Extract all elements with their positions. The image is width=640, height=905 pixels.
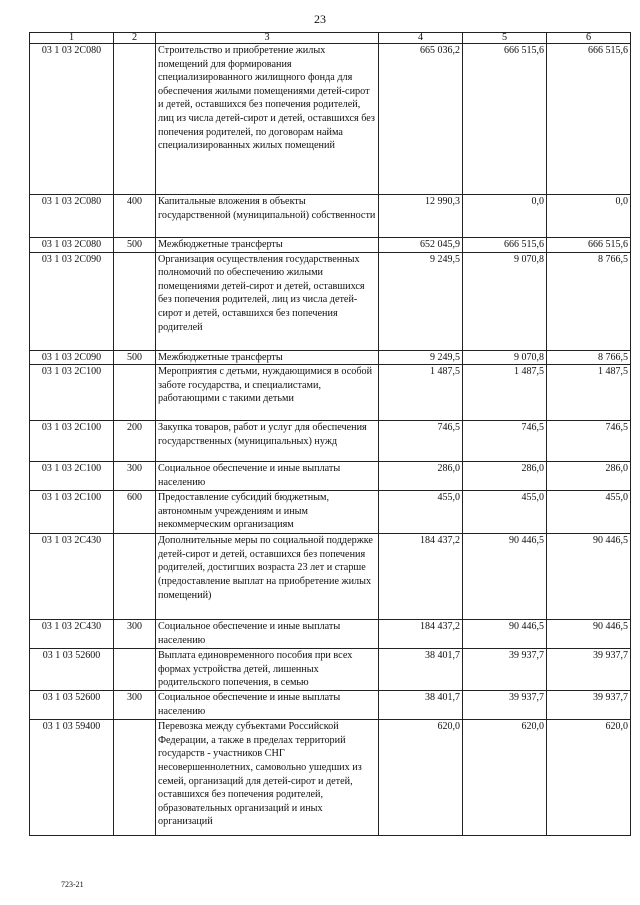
row-code: 03 1 03 2С080 — [30, 195, 114, 238]
row-name: Межбюджетные трансферты — [156, 238, 379, 253]
column-number: 5 — [463, 33, 547, 44]
row-expense-type: 500 — [114, 350, 156, 365]
row-amount-col6: 666 515,6 — [547, 238, 631, 253]
row-amount-col5: 666 515,6 — [463, 238, 547, 253]
row-name: Перевозка между субъектами Российской Федерации, а также в пределах территорий государств - участников СНГ несовершеннолетних, самовольно ушедших из семей, организаций для детей-сирот и детей, оставшихся без попечения родителей, образовательных организаций и иных организаций — [156, 720, 379, 836]
row-amount-col5: 90 446,5 — [463, 534, 547, 620]
row-name: Капитальные вложения в объекты государственной (муниципальной) собственности — [156, 195, 379, 238]
row-amount-col6: 455,0 — [547, 491, 631, 534]
table-row — [30, 350, 631, 365]
row-amount-col5: 1 487,5 — [463, 365, 547, 421]
row-name: Строительство и приобретение жилых помещений для формирования специализированного жилищного фонда для обеспечения жилыми помещениями детей-сирот и детей, оставшихся без попечения родителей, лиц из числа детей-сирот и детей, оставшихся без попечения родителей, по договорам найма специализированных жилых помещений — [156, 44, 379, 195]
row-amount-col4: 38 401,7 — [379, 649, 463, 691]
row-expense-type: 200 — [114, 421, 156, 462]
row-name: Предоставление субсидий бюджетным, автономным учреждениям и иным некоммерческим организациям — [156, 491, 379, 534]
row-code: 03 1 03 2С430 — [30, 534, 114, 620]
row-amount-col4: 455,0 — [379, 491, 463, 534]
row-code: 03 1 03 2С090 — [30, 252, 114, 350]
row-code: 03 1 03 2С080 — [30, 44, 114, 195]
row-amount-col4: 1 487,5 — [379, 365, 463, 421]
row-expense-type — [114, 720, 156, 836]
row-expense-type — [114, 534, 156, 620]
row-amount-col4: 652 045,9 — [379, 238, 463, 253]
row-amount-col5: 0,0 — [463, 195, 547, 238]
row-amount-col6: 90 446,5 — [547, 534, 631, 620]
row-amount-col4: 620,0 — [379, 720, 463, 836]
row-expense-type — [114, 252, 156, 350]
table-row — [30, 491, 631, 534]
row-expense-type: 300 — [114, 462, 156, 491]
row-name: Межбюджетные трансферты — [156, 350, 379, 365]
table-row — [30, 44, 631, 195]
row-code: 03 1 03 59400 — [30, 720, 114, 836]
row-amount-col6: 1 487,5 — [547, 365, 631, 421]
row-code: 03 1 03 2С430 — [30, 620, 114, 649]
row-amount-col4: 12 990,3 — [379, 195, 463, 238]
row-amount-col5: 286,0 — [463, 462, 547, 491]
table-row — [30, 462, 631, 491]
row-amount-col5: 39 937,7 — [463, 649, 547, 691]
row-expense-type: 400 — [114, 195, 156, 238]
row-amount-col5: 39 937,7 — [463, 691, 547, 720]
budget-table — [29, 32, 631, 836]
row-name: Дополнительные меры по социальной поддержке детей-сирот и детей, оставшихся без попечения родителей, достигших возраста 23 лет и старше (предоставление выплат на приобретение жилых помещений) — [156, 534, 379, 620]
column-number: 2 — [114, 33, 156, 44]
row-name: Социальное обеспечение и иные выплаты населению — [156, 462, 379, 491]
row-code: 03 1 03 2С090 — [30, 350, 114, 365]
row-code: 03 1 03 52600 — [30, 649, 114, 691]
table-row — [30, 365, 631, 421]
row-code: 03 1 03 2С100 — [30, 491, 114, 534]
row-expense-type — [114, 44, 156, 195]
row-amount-col4: 184 437,2 — [379, 534, 463, 620]
row-amount-col5: 746,5 — [463, 421, 547, 462]
row-amount-col5: 90 446,5 — [463, 620, 547, 649]
row-name: Организация осуществления государственных полномочий по обеспечению жилыми помещениями детей-сирот и детей, оставшихся без попечения родителей, лиц из числа детей-сирот и детей, оставшихся без попечения родителей — [156, 252, 379, 350]
row-amount-col6: 666 515,6 — [547, 44, 631, 195]
row-code: 03 1 03 2С100 — [30, 421, 114, 462]
row-amount-col5: 666 515,6 — [463, 44, 547, 195]
row-amount-col5: 455,0 — [463, 491, 547, 534]
column-number: 3 — [156, 33, 379, 44]
row-amount-col4: 286,0 — [379, 462, 463, 491]
table-row — [30, 252, 631, 350]
table-row — [30, 238, 631, 253]
row-expense-type — [114, 365, 156, 421]
row-amount-col5: 9 070,8 — [463, 252, 547, 350]
row-amount-col4: 746,5 — [379, 421, 463, 462]
row-name: Социальное обеспечение и иные выплаты населению — [156, 691, 379, 720]
row-amount-col6: 286,0 — [547, 462, 631, 491]
row-expense-type — [114, 649, 156, 691]
row-code: 03 1 03 2С080 — [30, 238, 114, 253]
table-row — [30, 534, 631, 620]
column-number: 4 — [379, 33, 463, 44]
row-amount-col4: 184 437,2 — [379, 620, 463, 649]
row-expense-type: 500 — [114, 238, 156, 253]
row-code: 03 1 03 2С100 — [30, 462, 114, 491]
table-row — [30, 421, 631, 462]
table-row — [30, 195, 631, 238]
row-amount-col6: 39 937,7 — [547, 649, 631, 691]
row-expense-type: 300 — [114, 691, 156, 720]
row-amount-col5: 9 070,8 — [463, 350, 547, 365]
row-code: 03 1 03 52600 — [30, 691, 114, 720]
row-name: Социальное обеспечение и иные выплаты населению — [156, 620, 379, 649]
row-amount-col4: 665 036,2 — [379, 44, 463, 195]
row-amount-col6: 8 766,5 — [547, 252, 631, 350]
row-amount-col6: 746,5 — [547, 421, 631, 462]
table-row — [30, 649, 631, 691]
column-number: 6 — [547, 33, 631, 44]
table-row — [30, 691, 631, 720]
row-name: Выплата единовременного пособия при всех формах устройства детей, лишенных родительского попечения, в семью — [156, 649, 379, 691]
column-number-row — [30, 33, 631, 44]
row-amount-col5: 620,0 — [463, 720, 547, 836]
row-amount-col4: 38 401,7 — [379, 691, 463, 720]
row-code: 03 1 03 2С100 — [30, 365, 114, 421]
row-amount-col6: 8 766,5 — [547, 350, 631, 365]
row-amount-col6: 620,0 — [547, 720, 631, 836]
row-amount-col6: 0,0 — [547, 195, 631, 238]
column-number: 1 — [30, 33, 114, 44]
footer-code: 723-21 — [61, 880, 84, 889]
row-amount-col6: 90 446,5 — [547, 620, 631, 649]
row-expense-type: 300 — [114, 620, 156, 649]
table-row — [30, 620, 631, 649]
row-name: Мероприятия с детьми, нуждающимися в особой заботе государства, и специалистами, работающими с такими детьми — [156, 365, 379, 421]
table-row — [30, 720, 631, 836]
row-expense-type: 600 — [114, 491, 156, 534]
row-amount-col4: 9 249,5 — [379, 350, 463, 365]
page-number: 23 — [314, 12, 326, 26]
row-amount-col4: 9 249,5 — [379, 252, 463, 350]
row-name: Закупка товаров, работ и услуг для обеспечения государственных (муниципальных) нужд — [156, 421, 379, 462]
row-amount-col6: 39 937,7 — [547, 691, 631, 720]
